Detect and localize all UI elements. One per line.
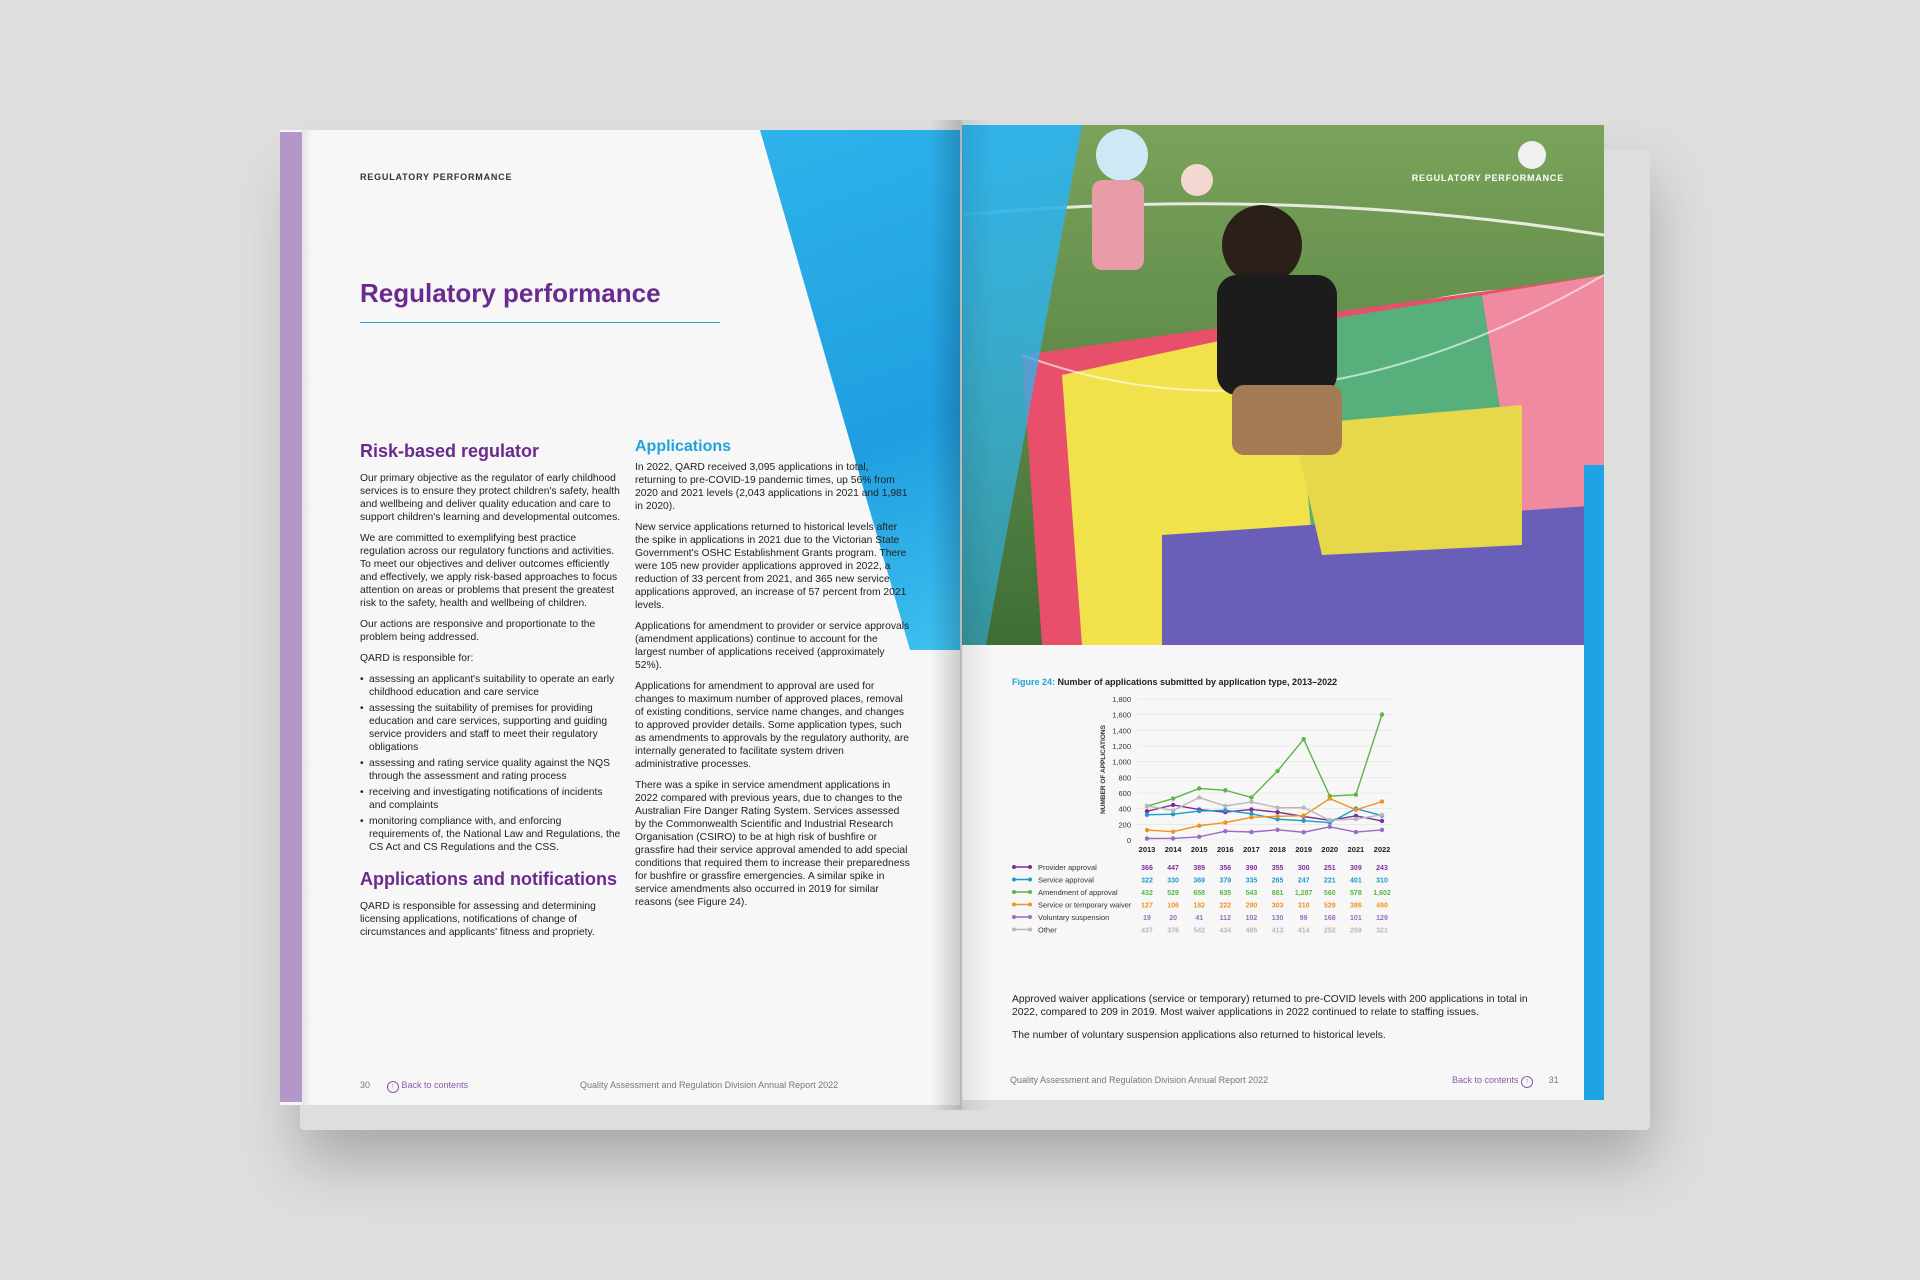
page-title: Regulatory performance — [360, 278, 661, 308]
legend-dot — [1028, 903, 1032, 907]
data-point — [1275, 805, 1279, 809]
list-item: • assessing the suitability of premises for providing education and care services, supporting and guiding service providers and staff to meet their regulatory obligations — [369, 702, 622, 754]
data-label: 127 — [1141, 902, 1153, 910]
y-tick-label: 600 — [1118, 789, 1131, 798]
x-tick-label: 2014 — [1164, 845, 1182, 854]
left-footer-nav — [360, 1080, 468, 1093]
y-tick-label: 1,400 — [1112, 726, 1131, 736]
middle-column — [635, 440, 910, 917]
data-label: 247 — [1297, 877, 1310, 885]
applications-paragraph-2: New service applications returned to historical levels after the spike in applications in 2021 due to the Victorian State Government's OSHC Establishment Grants program. There were 105 new provider applications approved in 2022, a reduction of 33 percent from 2021, and 365 new service applications approved, an increase of 57 percent from 2021 levels. — [635, 522, 907, 611]
data-point — [1301, 737, 1305, 741]
y-tick-label: 0 — [1126, 836, 1131, 845]
data-point — [1171, 836, 1175, 840]
page-number: 30 — [360, 1080, 371, 1090]
legend-label: Amendment of approval — [1038, 888, 1118, 897]
x-tick-label: 2022 — [1373, 845, 1391, 854]
running-head: REGULATORY PERFORMANCE — [1411, 173, 1564, 183]
legend-dot — [1012, 865, 1016, 869]
data-label: 251 — [1323, 865, 1336, 872]
data-point — [1249, 830, 1253, 834]
data-label: 386 — [1350, 902, 1362, 910]
data-label: 129 — [1376, 915, 1388, 922]
data-point — [1380, 813, 1384, 817]
applications-paragraph-1: In 2022, QARD received 3,095 applications in total, returning to pre-COVID-19 pandemic times, up 56% from 2020 and 2021 levels (2,043 applications in 2021 and 1,981 in 2020). — [635, 462, 908, 512]
running-head: REGULATORY PERFORMANCE — [360, 172, 513, 182]
data-point — [1223, 829, 1227, 833]
data-point — [1223, 788, 1227, 792]
data-label: 20 — [1169, 915, 1178, 922]
applications-paragraph-4: Applications for amendment to approval are used for changes to maximum number of approved places, removal of existing conditions, service name changes, and changes to approved provider details. Some application types, such as amendments to approvals by the regulatory authority, are internally generated to facilitate system driven administrative processes. — [635, 681, 909, 770]
legend-dot — [1028, 915, 1032, 919]
data-point — [1301, 830, 1305, 834]
legend-dot — [1028, 865, 1032, 869]
data-label: 413 — [1271, 927, 1284, 935]
y-axis-label: NUMBER OF APPLICATIONS — [1100, 725, 1107, 814]
back-to-contents-link[interactable]: Back to contents ↑ — [1452, 1075, 1536, 1085]
data-label: 1,602 — [1373, 890, 1391, 897]
data-point — [1249, 800, 1253, 804]
y-tick-label: 800 — [1118, 773, 1131, 783]
data-label: 309 — [1350, 865, 1362, 872]
right-footer-nav — [1452, 1075, 1559, 1088]
arrow-up-icon: ↑ — [387, 1081, 399, 1093]
risk-heading: Risk-based regulator — [360, 441, 540, 461]
data-label: 355 — [1271, 865, 1284, 872]
page-number: 31 — [1548, 1075, 1559, 1085]
x-tick-label: 2018 — [1269, 845, 1286, 854]
data-point — [1275, 828, 1279, 832]
left-page — [280, 130, 960, 1105]
data-point — [1275, 769, 1279, 773]
data-label: 310 — [1297, 902, 1310, 910]
legend-dot — [1012, 915, 1016, 919]
data-label: 401 — [1350, 877, 1362, 885]
data-label: 221 — [1323, 877, 1336, 885]
data-label: 112 — [1219, 915, 1231, 922]
legend-dot — [1012, 878, 1016, 882]
data-point — [1380, 819, 1384, 823]
data-label: 168 — [1323, 915, 1336, 922]
waiver-paragraph: Approved waiver applications (service or temporary) returned to pre-COVID levels with 200 applications in total in 2022, compared to 209 in 2019. Most waiver applications in 2022 continued to relate to staffing issues. — [1012, 994, 1528, 1018]
data-label: 330 — [1167, 877, 1179, 885]
y-tick-label: 400 — [1118, 804, 1131, 814]
title-underline — [360, 322, 720, 323]
figure-number: Figure 24: — [1012, 677, 1056, 687]
data-point — [1275, 810, 1279, 814]
data-label: 1,287 — [1294, 890, 1313, 897]
data-label: 99 — [1299, 915, 1308, 922]
figure-title: Number of applications submitted by application type, 2013–2022 — [1057, 677, 1338, 687]
risk-paragraph-2: We are committed to exemplifying best practice regulation across our regulatory functions and activities. To meet our objectives and deliver outcomes efficiently and effectively, we apply risk-based approaches to focus attention on areas or problems that present the greatest risk to the safety, health and wellbeing of children. — [360, 533, 618, 609]
data-point — [1249, 795, 1253, 799]
data-point — [1354, 808, 1358, 812]
data-point — [1145, 828, 1149, 832]
data-point — [1197, 809, 1201, 813]
line-chart — [962, 685, 1604, 975]
data-point — [1249, 807, 1253, 811]
data-label: 310 — [1376, 877, 1388, 885]
data-point — [1171, 808, 1175, 812]
data-label: 101 — [1350, 915, 1362, 922]
data-point — [1171, 829, 1175, 833]
data-label: 658 — [1193, 890, 1206, 897]
data-label: 130 — [1271, 915, 1284, 922]
data-label: 542 — [1193, 927, 1206, 935]
back-to-contents-link[interactable]: ↑ Back to contents — [387, 1080, 469, 1090]
footer-title: Quality Assessment and Regulation Division Annual Report 2022 — [1010, 1075, 1269, 1085]
data-point — [1380, 828, 1384, 832]
data-point — [1275, 814, 1279, 818]
data-point — [1197, 824, 1201, 828]
series-line — [1147, 715, 1382, 807]
data-point — [1328, 825, 1332, 829]
data-label: 389 — [1193, 865, 1206, 872]
data-point — [1301, 818, 1305, 822]
data-point — [1354, 817, 1358, 821]
data-label: 379 — [1219, 877, 1232, 885]
data-label: 543 — [1245, 890, 1258, 897]
data-point — [1145, 813, 1149, 817]
x-tick-label: 2017 — [1243, 845, 1260, 854]
data-label: 490 — [1376, 902, 1388, 910]
data-point — [1171, 796, 1175, 800]
data-label: 434 — [1219, 927, 1232, 935]
data-label: 486 — [1245, 927, 1258, 935]
legend-label: Service or temporary waiver — [1038, 900, 1132, 910]
risk-paragraph-4: QARD is responsible for: — [360, 653, 474, 664]
data-label: 102 — [1245, 915, 1258, 922]
y-tick-label: 1,000 — [1112, 757, 1131, 767]
data-point — [1223, 808, 1227, 812]
list-item: • monitoring compliance with, and enforcing requirements of, the National Law and Regulations, the CS Act and CS Regulations and the CSS. — [369, 815, 622, 854]
legend-dot — [1012, 903, 1016, 907]
legend-dot — [1028, 890, 1032, 894]
data-label: 437 — [1141, 927, 1153, 935]
risk-paragraph-3: Our actions are responsive and proportionate to the problem being addressed. — [360, 619, 596, 643]
data-label: 182 — [1193, 902, 1206, 910]
data-label: 447 — [1167, 865, 1179, 872]
applications-heading: Applications — [635, 438, 732, 455]
responsibility-list — [360, 673, 622, 854]
page-edge — [302, 130, 312, 1105]
data-point — [1249, 815, 1253, 819]
data-point — [1145, 804, 1149, 808]
legend-label: Service approval — [1038, 875, 1094, 885]
right-page — [962, 125, 1604, 1100]
data-label: 335 — [1245, 877, 1258, 885]
data-point — [1197, 835, 1201, 839]
list-item: • assessing an applicant's suitability to operate an early childhood education and care service — [369, 673, 622, 699]
data-point — [1197, 786, 1201, 790]
data-point — [1145, 836, 1149, 840]
x-tick-label: 2015 — [1190, 845, 1208, 854]
series-line — [1147, 827, 1382, 839]
data-point — [1171, 803, 1175, 807]
data-label: 321 — [1376, 927, 1388, 935]
x-tick-label: 2021 — [1347, 845, 1365, 854]
x-tick-label: 2020 — [1321, 845, 1339, 854]
data-label: 390 — [1245, 865, 1258, 872]
legend-label: Voluntary suspension — [1038, 913, 1110, 922]
legend-dot — [1012, 928, 1016, 932]
list-item: • receiving and investigating notifications of incidents and complaints — [369, 786, 622, 812]
data-label: 578 — [1350, 890, 1362, 897]
data-label: 432 — [1141, 890, 1153, 897]
data-label: 243 — [1376, 865, 1388, 872]
applications-notifications-paragraph: QARD is responsible for assessing and determining licensing applications, notifications of change of circumstances and applicants' fitness and propriety. — [360, 901, 596, 938]
data-label: 366 — [1141, 865, 1153, 872]
data-point — [1197, 795, 1201, 799]
children-parachute-photo — [962, 125, 1604, 645]
legend-label: Provider approval — [1038, 863, 1097, 872]
data-label: 303 — [1271, 902, 1284, 910]
x-tick-label: 2016 — [1216, 845, 1234, 854]
legend-dot — [1028, 928, 1032, 932]
list-item: • assessing and rating service quality against the NQS through the assessment and rating process — [369, 757, 622, 783]
data-label: 265 — [1271, 877, 1284, 885]
arrow-up-icon: ↑ — [1521, 1076, 1533, 1088]
data-label: 376 — [1167, 927, 1179, 935]
data-label: 268 — [1350, 927, 1362, 935]
data-point — [1354, 793, 1358, 797]
left-column — [360, 440, 622, 947]
suspension-paragraph: The number of voluntary suspension applications also returned to historical levels. — [1012, 1030, 1386, 1041]
data-label: 369 — [1193, 877, 1206, 885]
data-label: 300 — [1297, 865, 1310, 872]
applications-paragraph-5: There was a spike in service amendment applications in 2022 compared with previous years, due to changes to the Australian Fire Danger Rating System. Services assessed by the Commonwealth Scientific and Industrial Research Organisation (CSIRO) to be at high risk of bushfire or grassfire had their service approval amended to add special conditions that required them to increase their preparedness for bushfire or grassfire emergencies. A similar spike in service amendments also occurred in 2019 for similar reasons (see Figure 24). — [635, 780, 910, 908]
data-label: 290 — [1245, 902, 1258, 910]
data-label: 41 — [1195, 915, 1204, 922]
applications-notifications-heading: Applications and notifications — [360, 869, 618, 889]
lilac-edge-strip — [280, 132, 302, 1102]
data-point — [1328, 796, 1332, 800]
x-tick-label: 2019 — [1295, 845, 1313, 854]
data-label: 529 — [1323, 902, 1336, 910]
applications-paragraph-3: Applications for amendment to provider or service approvals (amendment applications) continue to account for the largest number of applications received (approximately 52%). — [635, 621, 910, 671]
data-point — [1380, 712, 1384, 716]
data-label: 881 — [1271, 890, 1284, 897]
data-label: 414 — [1297, 927, 1310, 935]
data-point — [1223, 820, 1227, 824]
y-tick-label: 1,800 — [1112, 695, 1131, 704]
data-point — [1380, 799, 1384, 803]
risk-paragraph-1: Our primary objective as the regulator of early childhood services is to ensure they protect children's safety, health and wellbeing and deliver quality education and care to support children's learning and developmental outcomes. — [360, 473, 621, 523]
footer-title: Quality Assessment and Regulation Division Annual Report 2022 — [580, 1080, 839, 1090]
data-point — [1301, 814, 1305, 818]
data-point — [1328, 818, 1332, 822]
y-tick-label: 1,200 — [1112, 742, 1131, 751]
data-label: 322 — [1141, 877, 1153, 885]
legend-dot — [1028, 878, 1032, 882]
series-line — [1147, 799, 1382, 832]
data-label: 560 — [1323, 890, 1336, 897]
data-label: 356 — [1219, 865, 1232, 872]
data-label: 19 — [1143, 915, 1151, 922]
data-label: 529 — [1167, 890, 1179, 897]
data-label: 222 — [1219, 902, 1232, 910]
y-tick-label: 200 — [1118, 820, 1131, 830]
legend-label: Other — [1038, 925, 1057, 935]
y-tick-label: 1,600 — [1112, 710, 1131, 720]
data-point — [1301, 805, 1305, 809]
legend-dot — [1012, 890, 1016, 894]
data-point — [1223, 804, 1227, 808]
data-label: 635 — [1219, 890, 1232, 897]
data-label: 252 — [1323, 927, 1336, 935]
data-label: 106 — [1167, 902, 1179, 910]
right-body-text — [1012, 993, 1552, 1052]
x-tick-label: 2013 — [1138, 845, 1156, 854]
data-point — [1354, 830, 1358, 834]
